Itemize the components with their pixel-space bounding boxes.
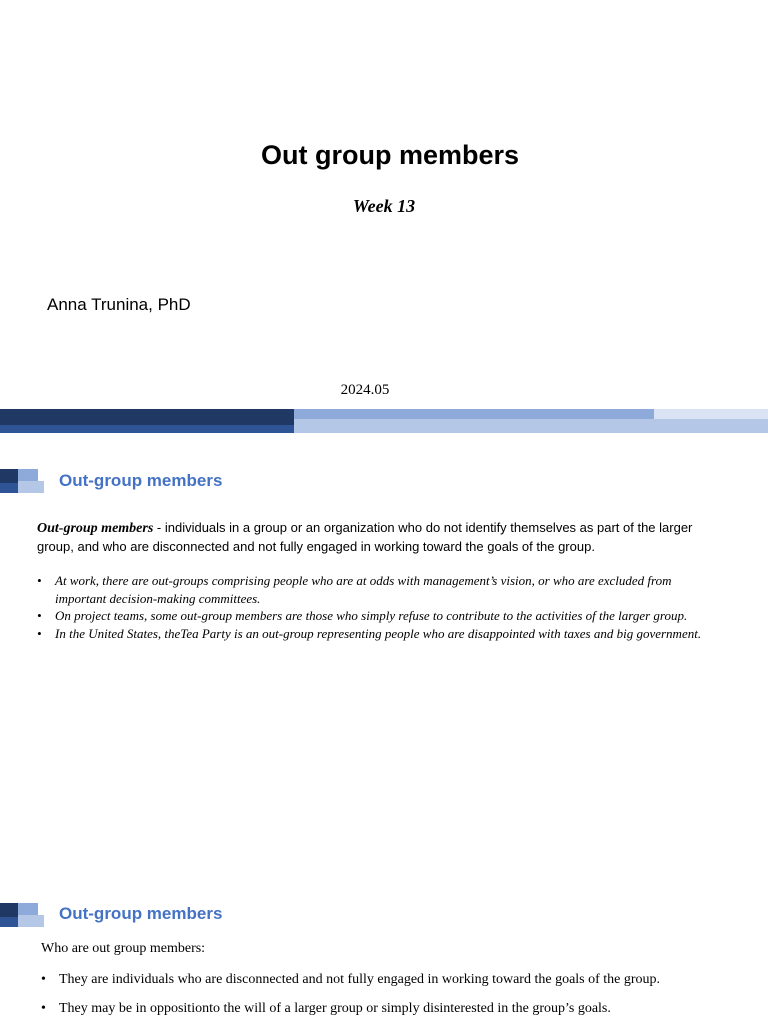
slide-title: Out group members	[260, 140, 520, 170]
bullet-icon: •	[37, 573, 42, 588]
slide-header-icon	[0, 469, 44, 493]
bullet-icon: •	[37, 608, 42, 623]
slide-subtitle: Week 13	[352, 196, 416, 216]
slide-date: 2024.05	[340, 382, 390, 398]
definition-paragraph	[37, 519, 717, 556]
list-item: • At work, there are out-groups comprising people who are at odds with management’s vision, or who are excluded from important decision-making committees.	[37, 573, 672, 606]
bullet-icon: •	[41, 972, 46, 987]
bullet-icon: •	[41, 1001, 46, 1016]
slide2-heading: Out-group members	[59, 471, 223, 490]
author-name: Anna Trunina, PhD	[47, 295, 191, 314]
slide3-heading: Out-group members	[59, 904, 223, 923]
examples-list	[37, 572, 717, 642]
definition-text: - individuals in a group or an organization who do not identify themselves as part of the larger group, and who are disconnected and not fully engaged in working toward the goals of the group.	[37, 520, 693, 554]
list-item: • They are individuals who are disconnected and not fully engaged in working toward the goals of the group.	[41, 972, 661, 987]
bullet-icon: •	[37, 625, 42, 641]
definition-term: Out-group members	[37, 521, 154, 536]
characteristics-list	[41, 972, 741, 1030]
question-text: Who are out group members:	[41, 941, 206, 956]
slide-header-icon	[0, 903, 44, 927]
list-item: • On project teams, some out-group members are those who simply refuse to contribute to the activities of the larger group.	[37, 608, 688, 623]
divider-band	[0, 409, 768, 433]
list-item: • They may be in oppositionto the will of a larger group or simply disinterested in the group’s goals.	[41, 1001, 611, 1016]
list-item: • In the United States, theTea Party is an out-group representing people who are disappointed with taxes and big government.	[37, 625, 702, 641]
